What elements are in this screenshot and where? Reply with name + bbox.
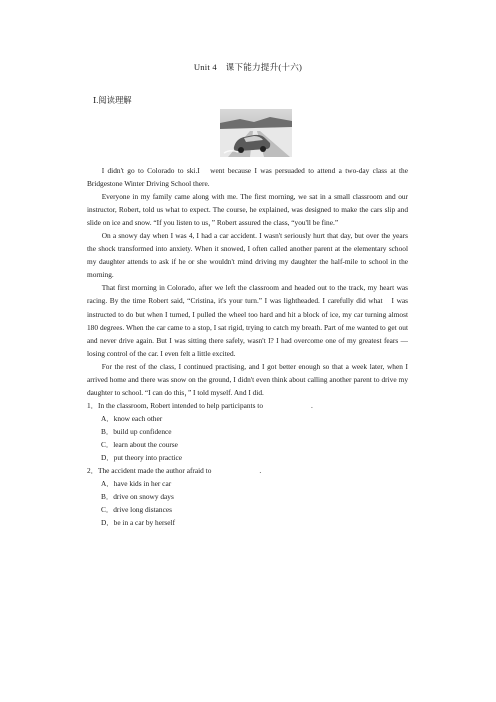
question-stem: 1．In the classroom, Robert intended to help participants to xyxy=(87,400,264,410)
question-2-option-a: A．have kids in her car xyxy=(101,479,172,489)
question-2-option-b: B．drive on snowy days xyxy=(101,492,174,502)
question-2: 2．The accident made the author afraid to . xyxy=(87,466,262,476)
passage-paragraph: For the rest of the class, I continued practising, and I got better enough so that a week later, when I arrived home and there was snow on the ground, I didn't even think about calling another parent to drive my daughter to school. “I can do this，” I told myself. And I did. xyxy=(87,361,408,397)
question-1-option-a: A．know each other xyxy=(101,413,163,423)
passage-paragraph: On a snowy day when I was 4, I had a car accident. I wasn't seriously hurt that day, but over the years the shock transformed into anxiety. When it snowed, I often called another parent at the elementary school my daughter attends to ask if he or she wouldn't mind driving my daughter the half-mile to school in the morning. xyxy=(87,231,408,280)
question-2-option-d: D．be in a car by herself xyxy=(101,518,176,528)
passage-paragraph: Everyone in my family came along with me. The first morning, we sat in a small classroom and our instructor, Robert, told us what to expect. The course, he explained, was designed to make the cars slip and slide on ice and snow. “If you listen to us，” Robert assured the class, “you'll be fine.” xyxy=(87,192,408,228)
section-heading: Ⅰ.阅读理解 xyxy=(93,96,132,105)
page-title: Unit 4 课下能力提升(十六) xyxy=(193,62,303,72)
passage-paragraph: That first morning in Colorado, after we left the classroom and headed out to the track, my heart was racing. By the time Robert said, “Cristina, it's your turn.” I was lightheaded. I carefully did what I was instructed to do but when I turned, I pulled the wheel too hard and hit a block of ice, my car turning almost 180 degrees. When the car came to a stop, I sat rigid, trying to catch my breath. Part of me wanted to get out and never drive again. But I was sitting there safely, wasn't I? I had overcome one of my greatest fears — losing control of the car. I even felt a little excited. xyxy=(87,283,408,358)
question-1: 1．In the classroom, Robert intended to help participants to . xyxy=(87,400,313,410)
question-1-option-b: B．build up confidence xyxy=(101,426,172,436)
passage-paragraph: I didn't go to Colorado to ski.I went because I was persuaded to attend a two-day class at the Bridgestone Winter Driving School there. xyxy=(87,166,408,189)
question-1-option-c: C．learn about the course xyxy=(101,439,178,449)
question-2-option-c: C．drive long distances xyxy=(101,505,172,515)
photo-illustration xyxy=(220,109,292,157)
question-1-option-d: D．put theory into practice xyxy=(101,453,182,463)
car-on-snowy-road-photo xyxy=(220,109,292,157)
question-stem: 2．The accident made the author afraid to xyxy=(87,466,212,476)
reading-passage xyxy=(87,164,408,529)
